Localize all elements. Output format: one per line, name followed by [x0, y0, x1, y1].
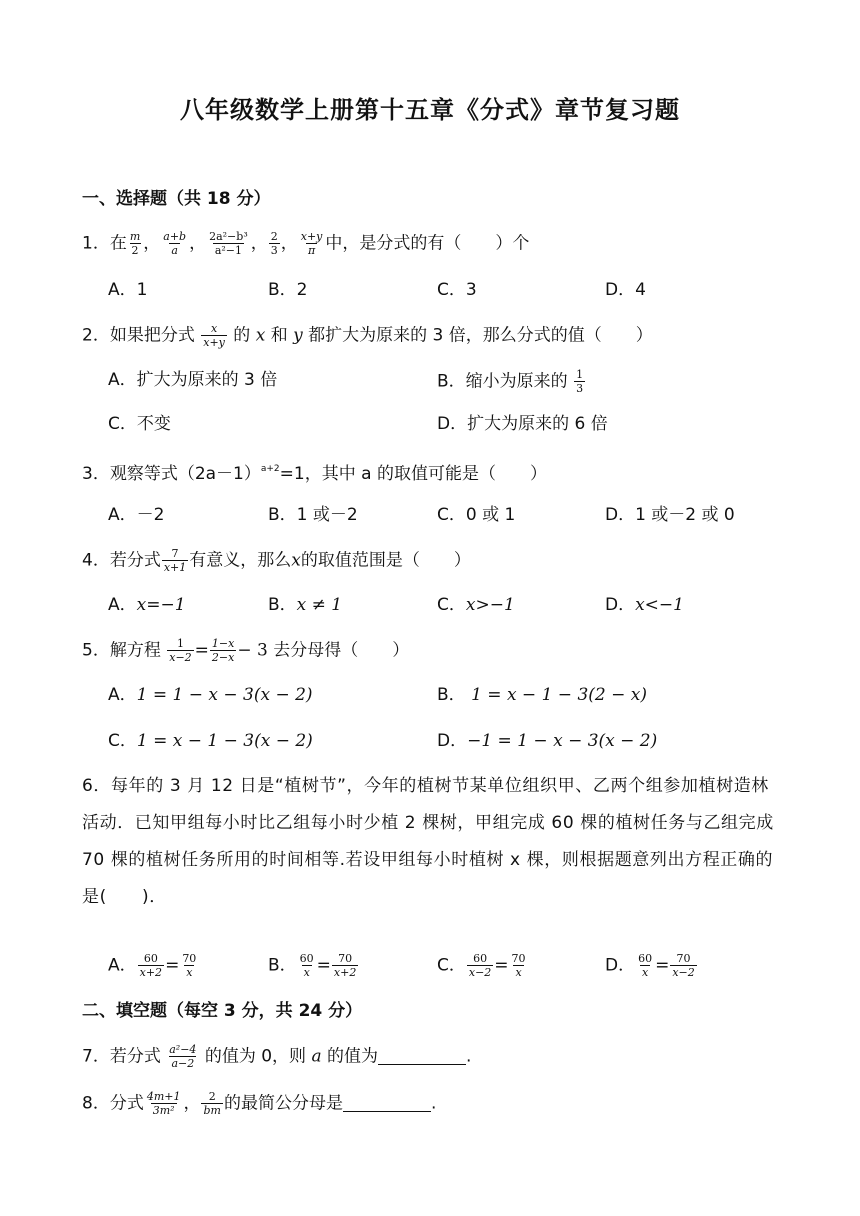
- q1-prefix: 1．在: [82, 233, 127, 254]
- q5-fraction-2: $\frac{1-x}{2-x}$: [211, 637, 235, 664]
- question-3: 3．观察等式$(2a-1)^{a+2}=1$，其中 a 的取值可能是（ ）: [82, 464, 547, 484]
- q1-fraction-2: $\frac{a+b}{a}$: [163, 230, 187, 257]
- q6-b-right: $\frac{70}{x+2}$: [333, 952, 357, 979]
- question-7: 7．若分式 $\frac{\text{a²−4}}{a-2}$ 的值为 0，则 a 的值为 .: [82, 1043, 472, 1070]
- q4-option-c: C．x>−1: [437, 595, 515, 615]
- q7-answer-blank[interactable]: [378, 1046, 466, 1065]
- q1-option-a: A．1: [108, 280, 148, 300]
- q3-option-b: B．1 或－2: [268, 505, 358, 525]
- q3-exponent: a+2: [260, 464, 280, 474]
- q2-fraction: $\frac{x}{x+y}$: [203, 322, 225, 349]
- q3-option-a: A．－2: [108, 505, 165, 525]
- q4-option-a: A．x=−1: [108, 595, 186, 615]
- question-4: 4．若分式 $\frac{7}{x+1}$ 有意义，那么x的取值范围是（ ）: [82, 547, 471, 574]
- q1-suffix: 中，是分式的有（ ）个: [325, 233, 530, 254]
- q6-option-c: C． $\frac{60}{x-2}$ = $\frac{70}{x}$: [437, 952, 526, 979]
- q1-fraction-5: $\frac{x+y}{\pi}$: [300, 230, 323, 257]
- q1-fraction-4: $\frac{2}{3}$: [270, 230, 278, 257]
- q1-fraction-3: $\frac{\text{2a²−b³}}{\text{a²−1}}$: [209, 230, 248, 257]
- q3-option-d: D．1 或－2 或 0: [605, 505, 735, 525]
- q5-fraction-1: $\frac{1}{x-2}$: [169, 637, 192, 664]
- question-5: 5．解方程 $\frac{1}{x-2}$ = $\frac{1-x}{2-x}$ − 3 去分母得（ ）: [82, 637, 410, 664]
- q8-fraction-1: $\frac{4m+1}{\text{3m²}}$: [146, 1090, 181, 1117]
- q6-d-left: $\frac{60}{x}$: [638, 952, 653, 979]
- question-6: 6．每年的 3 月 12 日是“植树节”，今年的植树节某单位组织甲、乙两个组参加植树造林活动．已知甲组每小时比乙组每小时少植 2 棵树，甲组完成 60 棵的植树任务与乙组完成 70 棵的植树任务所用的时间相等.若设甲组每小时植树 x 棵，则根据题意列出方程正确的是( )．: [82, 776, 774, 907]
- question-8: 8．分式 $\frac{4m+1}{\text{3m²}}$ ， $\frac{2}{bm}$ 的最简公分母是 .: [82, 1090, 437, 1117]
- q2-option-a: A．扩大为原来的 3 倍: [108, 370, 278, 390]
- q2-option-d: D．扩大为原来的 6 倍: [437, 414, 608, 434]
- q7-fraction: $\frac{\text{a²−4}}{a-2}$: [169, 1043, 197, 1070]
- q3-option-c: C．0 或 1: [437, 505, 516, 525]
- q1-option-c: C．3: [437, 280, 477, 300]
- q1-option-b: B．2: [268, 280, 308, 300]
- q5-option-d: D．−1 = 1 − x − 3(x − 2): [437, 731, 658, 751]
- q4-fraction: $\frac{7}{x+1}$: [163, 547, 187, 574]
- q5-option-b: B． 1 = x − 1 − 3(2 − x): [437, 685, 647, 705]
- q8-fraction-2: $\frac{2}{bm}$: [203, 1090, 221, 1117]
- q6-option-a: A． $\frac{60}{x+2}$ = $\frac{70}{x}$: [108, 952, 197, 979]
- q2-option-b-fraction: $\frac{1}{3}$: [576, 368, 584, 395]
- section-heading-fill: 二、填空题（每空 3 分，共 24 分）: [82, 1001, 363, 1021]
- page-title: 八年级数学上册第十五章《分式》章节复习题: [180, 96, 680, 124]
- q2-option-c: C．不变: [108, 414, 171, 434]
- q1-option-d: D．4: [605, 280, 646, 300]
- q6-d-right: $\frac{70}{x-2}$: [672, 952, 695, 979]
- q4-option-d: D．x<−1: [605, 595, 684, 615]
- q6-c-right: $\frac{70}{x}$: [511, 952, 526, 979]
- q6-c-left: $\frac{60}{x-2}$: [468, 952, 492, 979]
- q2-option-b: B．缩小为原来的 $\frac{1}{3}$: [437, 368, 584, 395]
- q6-option-b: B． $\frac{60}{x}$ = $\frac{70}{x+2}$: [268, 952, 357, 979]
- q6-a-left: $\frac{60}{x+2}$: [139, 952, 163, 979]
- question-1: 1．在 $\frac{m}{2}$ ， $\frac{a+b}{a}$ ， $\frac{\text{2a²−b³}}{\text{a²−1}}$ ， $\frac{2}{3}$ ， $\frac{x+y}{\pi}$ 中，是分式的有（ ）个: [82, 230, 530, 257]
- q5-option-a: A．1 = 1 − x − 3(x − 2): [108, 685, 313, 705]
- section-heading-choice: 一、选择题（共 18 分）: [82, 189, 271, 209]
- q5-option-c: C．1 = x − 1 − 3(x − 2): [108, 731, 313, 751]
- q6-option-d: D． $\frac{60}{x}$ = $\frac{70}{x-2}$: [605, 952, 695, 979]
- q6-a-right: $\frac{70}{x}$: [182, 952, 197, 979]
- q4-option-b: B．x ≠ 1: [268, 595, 343, 615]
- q1-fraction-1: $\frac{m}{2}$: [129, 230, 141, 257]
- q8-answer-blank[interactable]: [343, 1093, 431, 1112]
- q6-b-left: $\frac{60}{x}$: [299, 952, 314, 979]
- question-2: 2．如果把分式 $\frac{x}{x+y}$ 的 x 和 y 都扩大为原来的 3 倍，那么分式的值（ ）: [82, 322, 653, 349]
- q2-prefix: 2．如果把分式: [82, 325, 195, 346]
